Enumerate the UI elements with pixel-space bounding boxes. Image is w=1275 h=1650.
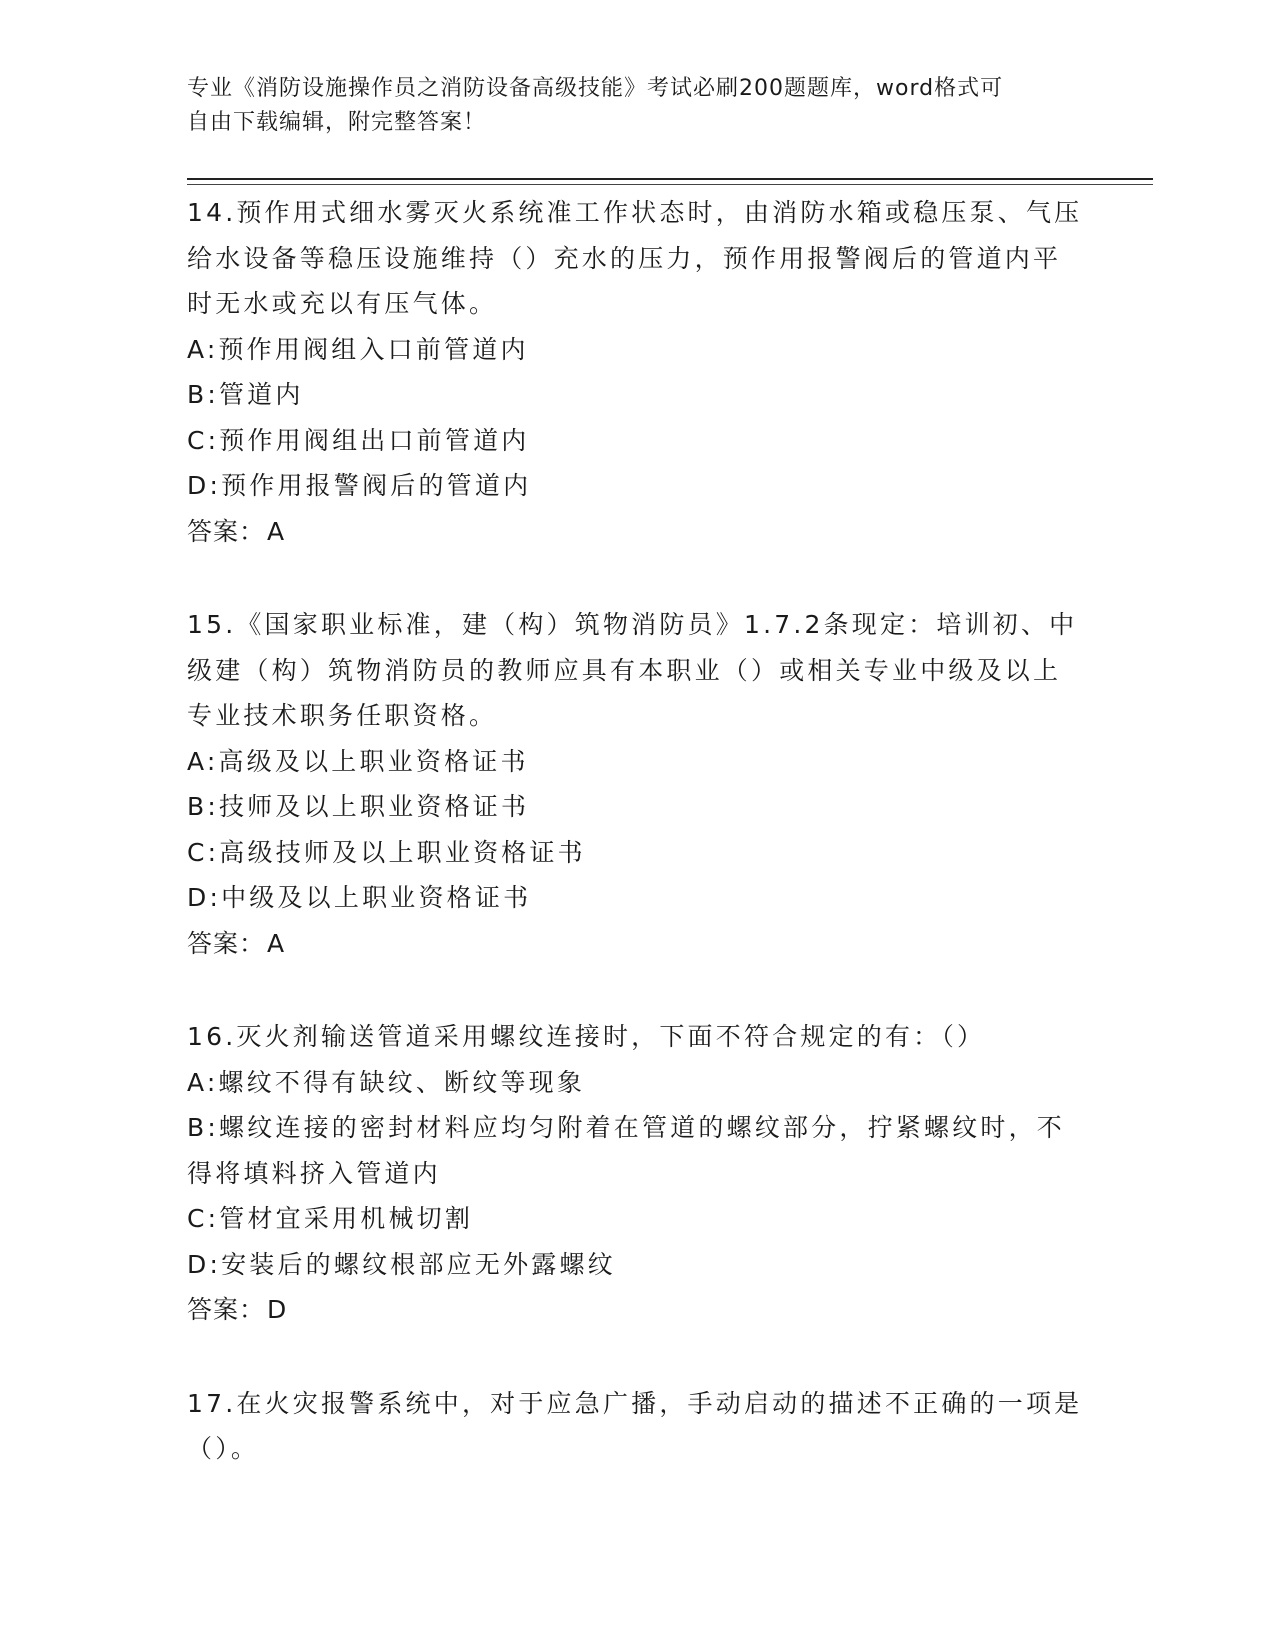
answer-label: 答案： xyxy=(187,1295,266,1324)
option-d: D:安装后的螺纹根部应无外露螺纹 xyxy=(187,1249,616,1279)
header-line-1: 专业《消防设施操作员之消防设备高级技能》考试必刷200题题库，word格式可 xyxy=(187,76,1004,101)
answer-line xyxy=(187,509,1087,555)
option-c: C:高级技师及以上职业资格证书 xyxy=(187,837,586,867)
answer-value: A xyxy=(267,928,286,958)
question-14 xyxy=(187,190,1087,554)
option-d: D:预作用报警阀后的管道内 xyxy=(187,471,532,500)
option-a: A:螺纹不得有缺纹、断纹等现象 xyxy=(187,1067,586,1097)
option-a: A:高级及以上职业资格证书 xyxy=(187,746,529,776)
question-list xyxy=(187,190,1087,1520)
answer-line xyxy=(187,921,1087,967)
answer-value: D xyxy=(267,1295,288,1324)
question-stem: 16.灭火剂输送管道采用螺纹连接时，下面不符合规定的有：（） xyxy=(187,1022,986,1051)
header-divider-thick xyxy=(187,178,1153,180)
option-c: C:管材宜采用机械切割 xyxy=(187,1204,474,1233)
question-16 xyxy=(187,1014,1087,1333)
option-b: B:管道内 xyxy=(187,380,304,409)
header-divider-thin xyxy=(187,184,1153,185)
option-b: B:螺纹连接的密封材料应均匀附着在管道的螺纹部分，拧紧螺纹时，不得将填料挤入管道内 xyxy=(187,1113,1065,1188)
answer-label: 答案： xyxy=(187,516,266,546)
option-c: C:预作用阀组出口前管道内 xyxy=(187,425,530,455)
option-d: D:中级及以上职业资格证书 xyxy=(187,883,532,912)
question-17 xyxy=(187,1381,1087,1472)
question-stem: 14.预作用式细水雾灭火系统准工作状态时，由消防水箱或稳压泵、气压给水设备等稳压设施维持（）充水的压力，预作用报警阀后的管道内平时无水或充以有压气体。 xyxy=(187,198,1083,318)
answer-value: A xyxy=(267,516,286,546)
question-15 xyxy=(187,602,1087,966)
question-stem: 17.在火灾报警系统中，对于应急广播，手动启动的描述不正确的一项是（）。 xyxy=(187,1388,1083,1463)
header-line-2: 自由下载编辑，附完整答案！ xyxy=(187,110,487,135)
answer-label: 答案： xyxy=(187,928,266,958)
option-a: A:预作用阀组入口前管道内 xyxy=(187,334,529,364)
option-b: B:技师及以上职业资格证书 xyxy=(187,792,530,821)
answer-line xyxy=(187,1287,1087,1333)
question-stem: 15.《国家职业标准，建（构）筑物消防员》1.7.2条现定：培训初、中级建（构）筑物消防员的教师应具有本职业（）或相关专业中级及以上专业技术职务任职资格。 xyxy=(187,610,1078,730)
document-header xyxy=(187,72,1067,140)
